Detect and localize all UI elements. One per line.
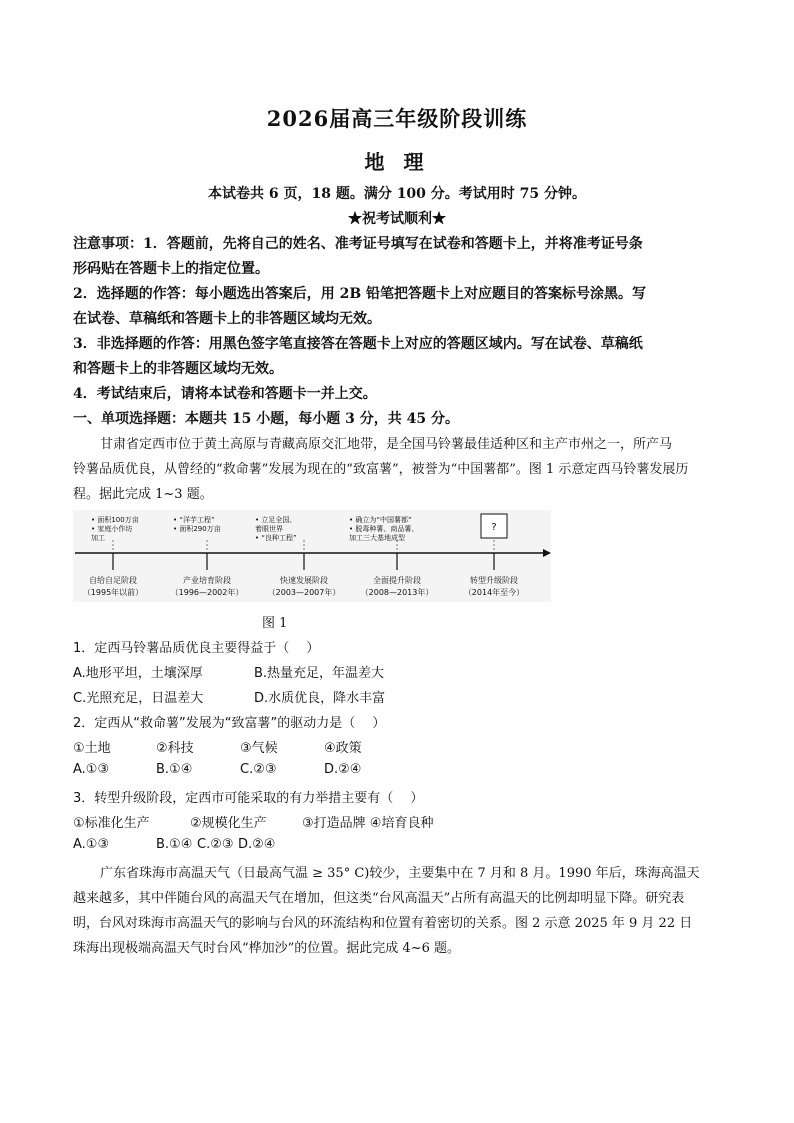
q2-stem: 2．定西从“救命薯”发展为“致富薯”的驱动力是（ ）	[73, 716, 386, 731]
stage-note: • 立足全国、	[255, 516, 297, 524]
notes-line-6: 和答题卡上的非答题区域均无效。	[73, 361, 283, 377]
notes-line-1: 注意事项：1．答题前，先将自己的姓名、准考证号填写在试卷和答题卡上，并将准考证号条	[73, 236, 643, 252]
q3-option-c[interactable]: C.②③	[197, 837, 234, 852]
q2-item-2: ②科技	[156, 741, 194, 756]
notes-line-5: 3．非选择题的作答：用黑色签字笔直接答在答题卡上对应的答题区域内。写在试卷、草稿纸	[73, 336, 643, 352]
stage-period: （1996—2002年）	[170, 588, 244, 597]
stage-note: • “良种工程”	[255, 534, 297, 542]
q3-option-a[interactable]: A.①③	[73, 837, 110, 852]
q3-item-2: ②规模化生产	[190, 816, 267, 831]
passage1-line-1: 甘肃省定西市位于黄土高原与青藏高原交汇地带，是全国马铃薯最佳适种区和主产市州之一，所产马	[100, 437, 673, 452]
figure1-caption: 图 1	[262, 616, 288, 631]
unknown-stage-mark: ?	[491, 522, 497, 533]
stage-period: （1995年以前）	[82, 588, 144, 597]
exam-title: 2026届高三年级阶段训练	[266, 106, 528, 131]
stage-note: • 面积290万亩	[173, 525, 221, 533]
stage-note: 加工	[91, 534, 105, 542]
stage-name: 全面提升阶段	[373, 576, 421, 585]
blessing: ★祝考试顺利★	[348, 211, 446, 227]
stage-name: 快速发展阶段	[280, 576, 328, 585]
q2-option-a[interactable]: A.①③	[73, 762, 110, 777]
q2-option-d[interactable]: D.②④	[324, 762, 362, 777]
stage-note: • 脱毒种薯、商品薯、	[349, 525, 419, 533]
section-heading: 一、单项选择题：本题共 15 小题，每小题 3 分，共 45 分。	[73, 411, 459, 427]
stage-note: • 面积100万亩	[91, 516, 139, 524]
q2-option-b[interactable]: B.①④	[156, 762, 193, 777]
q3-item-3: ③打造品牌 ④培育良种	[302, 816, 434, 831]
passage2-line-4: 珠海出现极端高温天气时台风“桦加沙”的位置。据此完成 4~6 题。	[73, 941, 460, 956]
q2-item-4: ④政策	[324, 741, 362, 756]
q2-item-3: ③气候	[240, 741, 278, 756]
stage-note: • 确立为“中国薯都”	[349, 516, 412, 524]
stage-note: • “洋芋工程”	[173, 516, 215, 524]
passage1-line-2: 铃薯品质优良，从曾经的“救命薯”发展为现在的“致富薯”，被誉为“中国薯都”。图 1 示意定西马铃薯发展历	[73, 462, 689, 477]
stage-name: 自给自足阶段	[89, 576, 137, 585]
development-timeline-figure	[73, 510, 551, 602]
q1-stem: 1．定西马铃薯品质优良主要得益于（ ）	[73, 641, 320, 656]
stage-note: 加工三大基地成型	[349, 534, 405, 542]
stage-period: （2003—2007年）	[267, 588, 341, 597]
q2-item-1: ①土地	[73, 741, 111, 756]
subject-title: 地 理	[364, 150, 430, 174]
q1-option-a[interactable]: A.地形平坦，土壤深厚	[73, 666, 203, 681]
stage-period: （2014年至今）	[463, 588, 525, 597]
q1-option-b[interactable]: B.热量充足，年温差大	[254, 666, 385, 681]
notes-line-7: 4．考试结束后，请将本试卷和答题卡一并上交。	[73, 386, 377, 402]
exam-info: 本试卷共 6 页，18 题。满分 100 分。考试用时 75 分钟。	[207, 186, 587, 202]
stage-note: 着眼世界	[255, 525, 283, 533]
q2-option-c[interactable]: C.②③	[240, 762, 277, 777]
q3-option-b[interactable]: B.①④	[156, 837, 193, 852]
passage2-line-2: 越来越多，其中伴随台风的高温天气在增加，但这类“台风高温天”占所有高温天的比例却明显下降。研究表	[73, 891, 685, 906]
q1-option-d[interactable]: D.水质优良，降水丰富	[254, 691, 386, 706]
q3-item-1: ①标准化生产	[73, 816, 150, 831]
stage-name: 产业培育阶段	[183, 576, 231, 585]
q3-option-d[interactable]: D.②④	[238, 837, 276, 852]
stage-period: （2008—2013年）	[360, 588, 434, 597]
stage-name: 转型升级阶段	[470, 576, 518, 585]
notes-line-2: 形码贴在答题卡上的指定位置。	[73, 261, 269, 277]
notes-line-3: 2．选择题的作答：每小题选出答案后，用 2B 铅笔把答题卡上对应题目的答案标号涂黑。写	[73, 286, 647, 302]
stage-note: • 家庭小作坊	[91, 525, 133, 533]
passage2-line-1: 广东省珠海市高温天气（日最高气温 ≥ 35° C)较少，主要集中在 7 月和 8 月。1990 年后，珠海高温天	[100, 866, 700, 881]
q3-stem: 3．转型升级阶段，定西市可能采取的有力举措主要有（ ）	[73, 791, 424, 806]
q1-option-c[interactable]: C.光照充足，日温差大	[73, 691, 204, 706]
passage1-line-3: 程。据此完成 1~3 题。	[73, 487, 213, 502]
notes-line-4: 在试卷、草稿纸和答题卡上的非答题区域均无效。	[73, 311, 381, 327]
passage2-line-3: 明，台风对珠海市高温天气的影响与台风的环流结构和位置有着密切的关系。图 2 示意 2025 年 9 月 22 日	[73, 916, 693, 931]
